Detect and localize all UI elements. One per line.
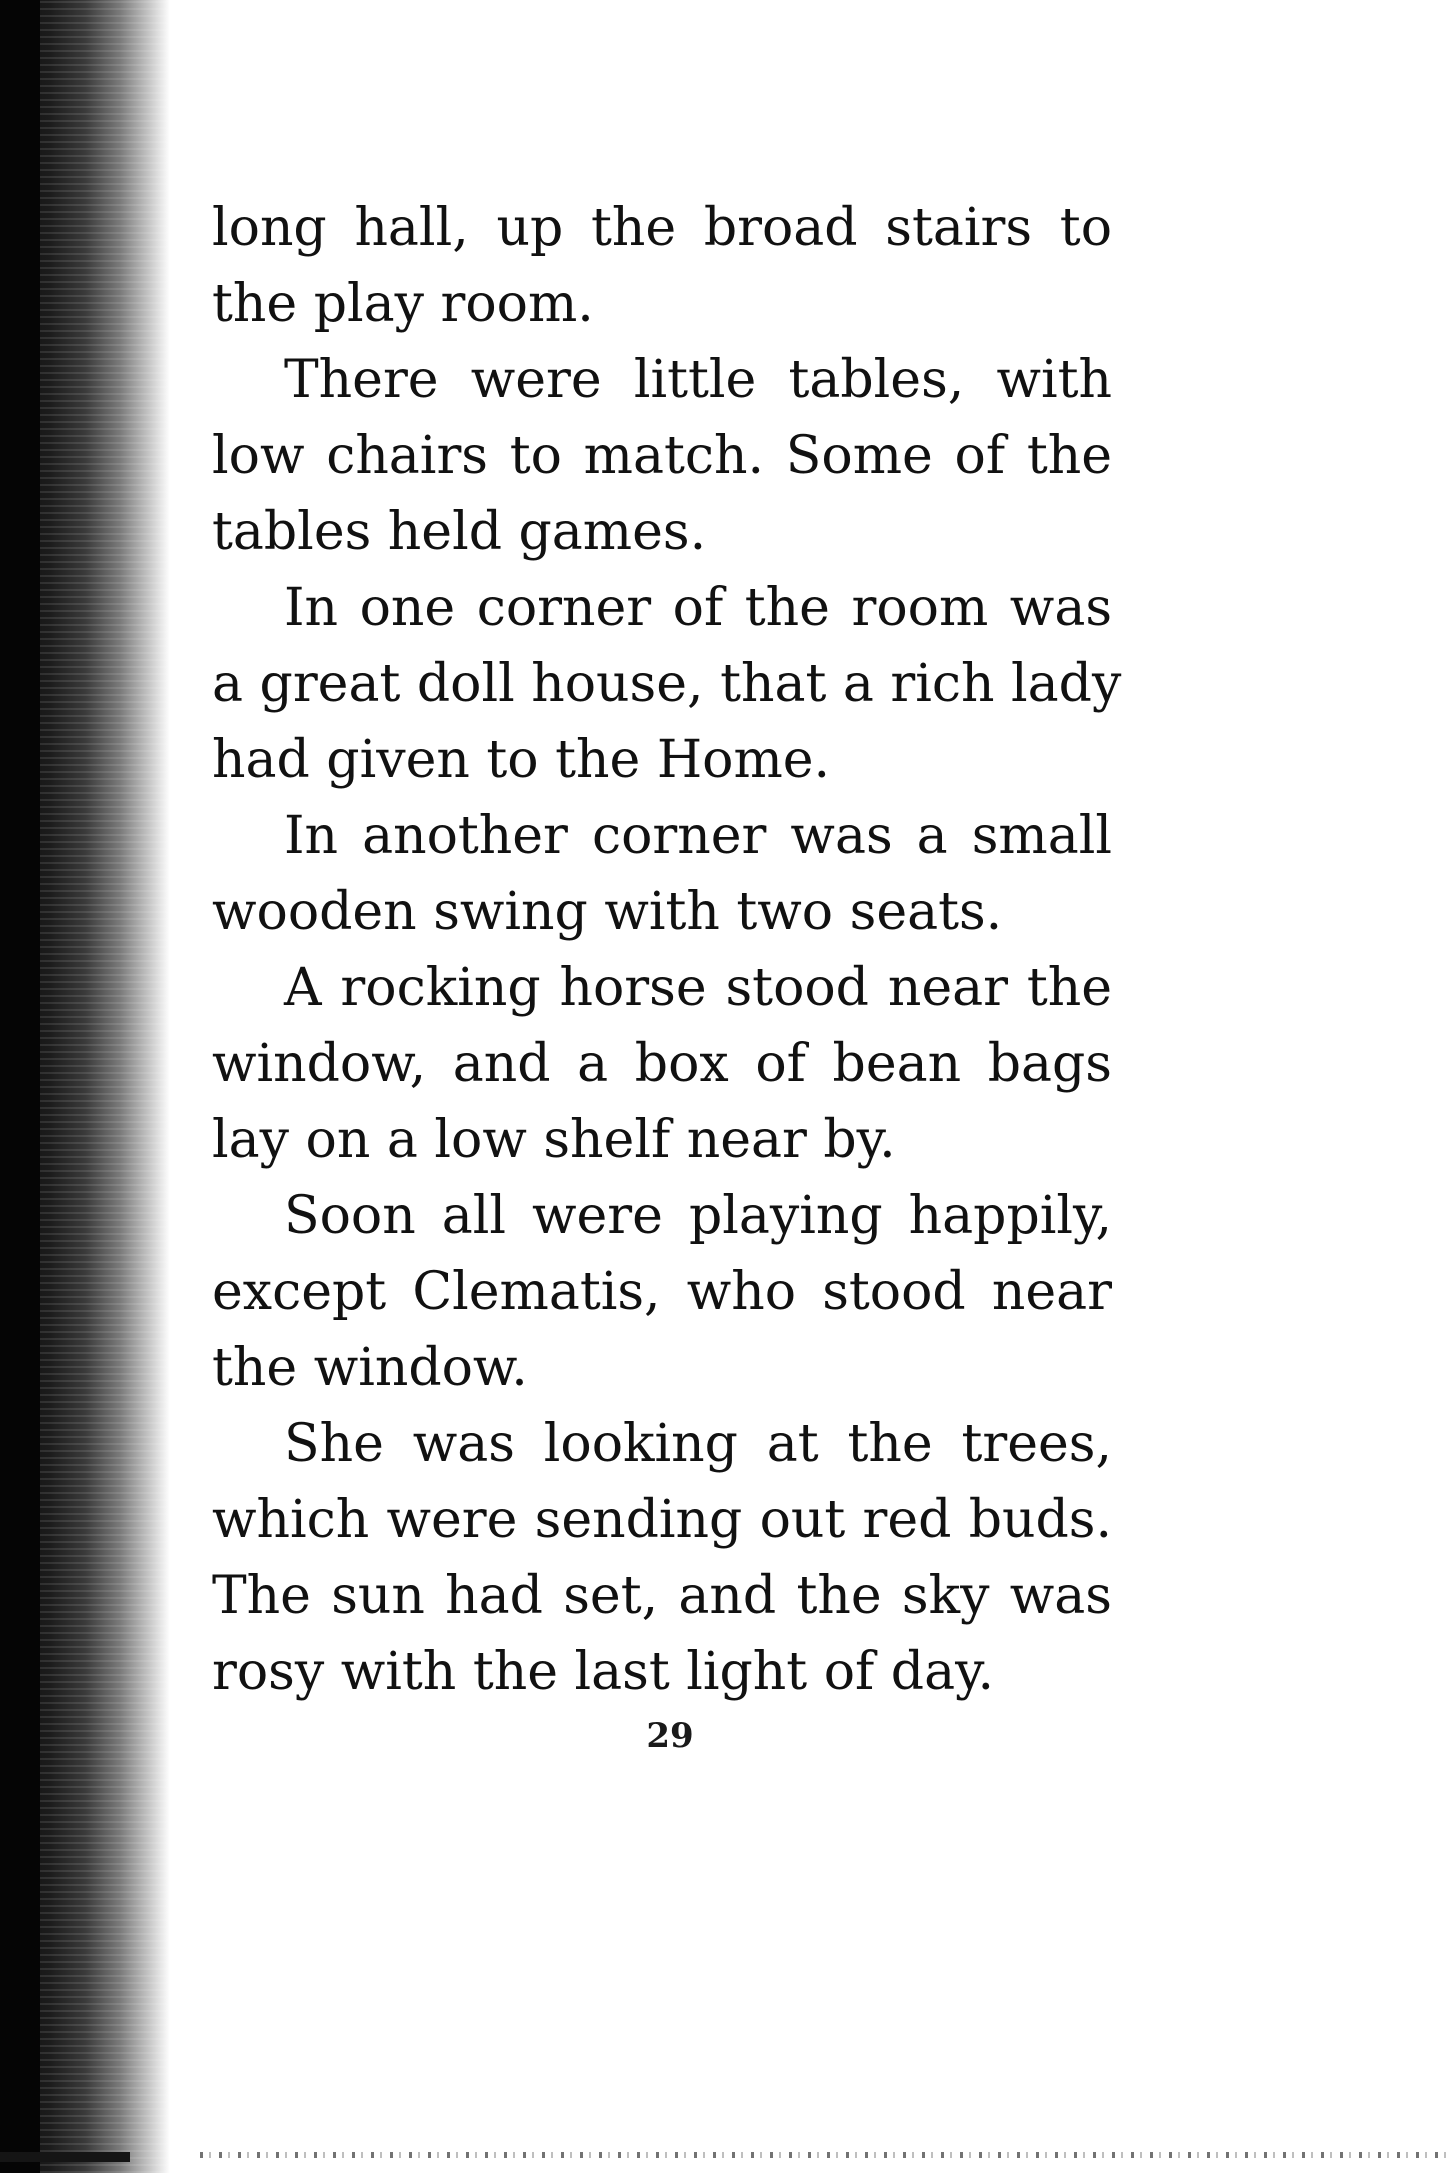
text-line: lay on a low shelf near by.: [212, 1110, 896, 1170]
text-line: a great doll house, that a rich lady: [212, 654, 1122, 714]
text-line: had given to the Home.: [212, 730, 831, 790]
text-line: tables held games.: [212, 502, 707, 562]
binding-edge: [0, 0, 40, 2173]
text-line: the window.: [212, 1338, 528, 1398]
text-line: In another corner was a small: [284, 806, 1112, 866]
text-line: In one corner of the room was: [284, 578, 1112, 638]
bottom-scan-noise: [200, 2152, 1449, 2158]
text-line: window, and a box of bean bags: [212, 1034, 1112, 1094]
page-number: 29: [646, 1716, 694, 1756]
page-binding-shadow: [0, 0, 170, 2173]
text-line: She was looking at the trees,: [284, 1414, 1112, 1474]
text-line: long hall, up the broad stairs to: [212, 198, 1112, 258]
text-line: except Clematis, who stood near: [212, 1262, 1112, 1322]
text-line: The sun had set, and the sky was: [212, 1566, 1112, 1626]
text-line: wooden swing with two seats.: [212, 882, 1003, 942]
text-line: which were sending out red buds.: [212, 1490, 1112, 1550]
text-line: low chairs to match. Some of the: [212, 426, 1112, 486]
bottom-edge-mark: [0, 2152, 130, 2162]
body-text: [212, 190, 1122, 1710]
text-line: rosy with the last light of day.: [212, 1642, 995, 1702]
text-line: There were little tables, with: [284, 350, 1112, 410]
text-line: the play room.: [212, 274, 594, 334]
text-line: Soon all were playing happily,: [284, 1186, 1112, 1246]
text-line: A rocking horse stood near the: [284, 958, 1112, 1018]
